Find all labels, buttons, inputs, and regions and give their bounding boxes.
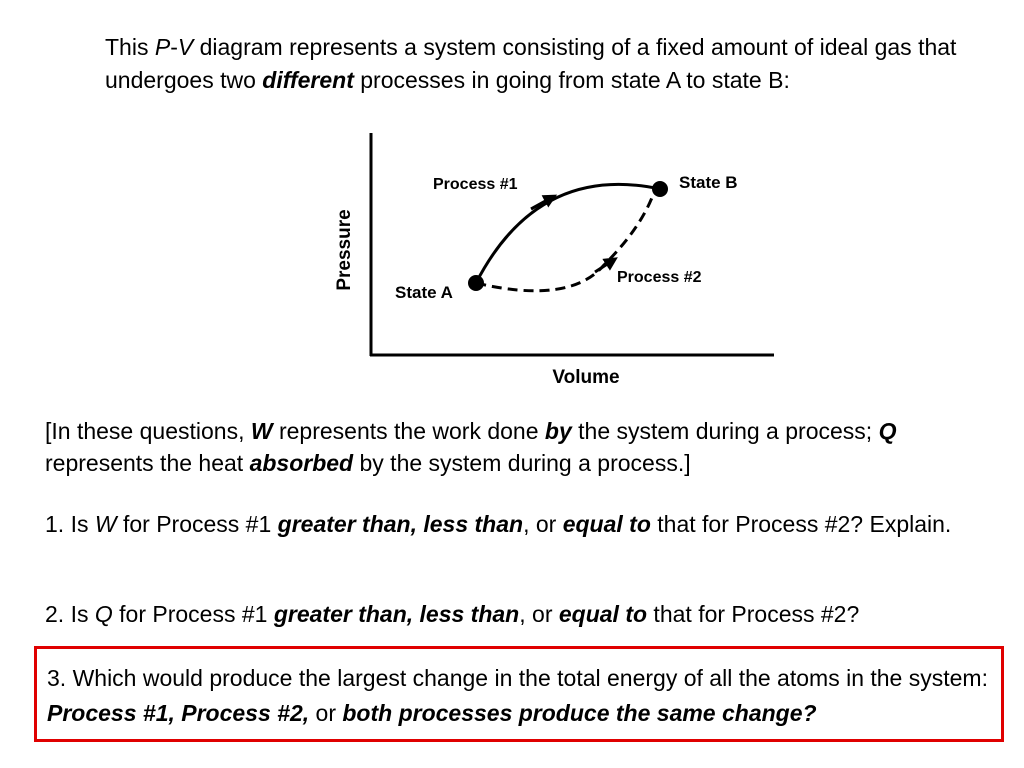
emphasis-by: by — [544, 418, 572, 444]
definitions-text: represents the work done — [272, 418, 545, 444]
pv-dash: - — [170, 34, 178, 60]
symbol-w: W — [250, 418, 273, 444]
definitions-text: represents the heat — [45, 450, 250, 476]
x-axis-label: Volume — [552, 367, 620, 388]
pv-p-symbol: P — [154, 34, 171, 60]
question-text: or — [309, 700, 343, 726]
definitions-text: by the system during a process.] — [353, 450, 691, 476]
question-3 — [47, 661, 1002, 731]
pv-v-symbol: V — [177, 34, 194, 60]
emphasis-absorbed: absorbed — [249, 450, 354, 476]
intro-text: diagram represents a system consisting of a fixed amount of ideal gas that undergoes two — [105, 34, 957, 93]
symbol-q: Q — [94, 601, 113, 627]
intro-text: This — [105, 34, 155, 60]
question-text: , or — [519, 601, 559, 627]
question-text: 1. Is — [45, 511, 95, 537]
process2-label: Process #2 — [617, 269, 702, 286]
symbol-q: Q — [878, 418, 897, 444]
question-text: for Process #1 — [116, 511, 278, 537]
process2-arrow — [595, 261, 612, 272]
question-1 — [45, 508, 1005, 540]
question-text: 3. Which would produce the largest change in the total energy of all the atoms in the system: — [47, 665, 988, 691]
state-a-point — [468, 275, 484, 291]
question-3-highlight-box — [34, 646, 1004, 742]
option-processes: Process #1, Process #2, — [47, 700, 310, 726]
intro-text: processes in going from state A to state B: — [353, 67, 790, 93]
question-text: , or — [523, 511, 563, 537]
question-text: for Process #1 — [112, 601, 274, 627]
question-2 — [45, 598, 1005, 631]
option-equal: equal to — [562, 511, 651, 537]
option-greater-less: greater than, less than — [273, 601, 520, 627]
y-axis-label: Pressure — [334, 209, 355, 291]
option-equal: equal to — [558, 601, 648, 627]
state-b-label: State B — [679, 173, 738, 192]
definitions-text: the system during a process; — [571, 418, 879, 444]
state-b-point — [652, 181, 668, 197]
process1-label: Process #1 — [433, 176, 518, 193]
option-greater-less: greater than, less than — [277, 511, 524, 537]
question-text: that for Process #2? — [647, 601, 860, 627]
question-text: 2. Is — [45, 601, 95, 627]
emphasis-different: different — [262, 67, 354, 93]
question-text: that for Process #2? Explain. — [650, 511, 952, 537]
definitions-text: [In these questions, — [45, 418, 251, 444]
option-same-change: both processes produce the same change? — [342, 700, 817, 726]
state-a-label: State A — [395, 283, 453, 302]
pv-diagram — [320, 125, 790, 400]
symbol-w: W — [94, 511, 117, 537]
definitions-paragraph — [45, 415, 1005, 479]
intro-paragraph — [105, 31, 965, 97]
